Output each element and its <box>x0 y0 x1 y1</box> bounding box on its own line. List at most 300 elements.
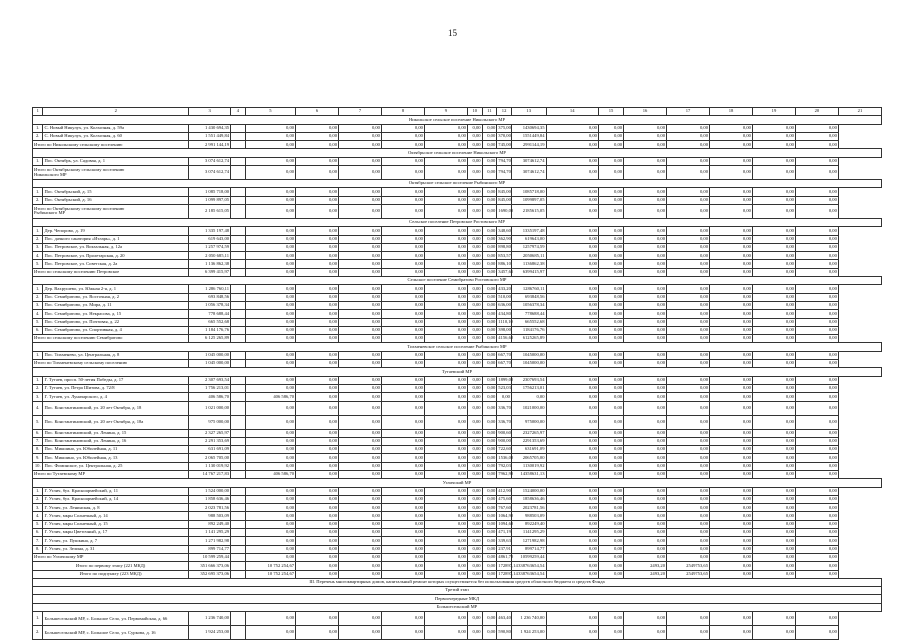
value-cell: 0,00 <box>752 124 795 132</box>
value-cell: 0,00 <box>624 243 667 251</box>
value-cell: 0,00 <box>245 495 295 503</box>
value-cell: 0,00 <box>546 132 598 140</box>
value-cell: 0,00 <box>482 512 497 520</box>
value-cell: 0,00 <box>245 504 295 512</box>
value-cell: 2 050 685,11 <box>189 252 231 260</box>
value-cell: 0,00 <box>546 326 598 334</box>
value-cell: 0,00 <box>598 227 623 235</box>
value-cell: 0,00 <box>752 520 795 528</box>
value-cell: 1756213,01 <box>511 384 546 392</box>
value-cell: 0,00 <box>467 293 482 301</box>
value-cell: 0,00 <box>710 487 753 495</box>
total-value: 0,00 <box>795 360 838 368</box>
value-cell: 0,00 <box>598 285 623 293</box>
value-cell: 0,00 <box>339 285 382 293</box>
value-cell: 0,00 <box>424 393 467 401</box>
value-cell: 0,00 <box>381 495 424 503</box>
total-value: 0,00 <box>546 570 598 578</box>
value-cell: 0,00 <box>710 626 753 640</box>
value-cell: 0,00 <box>296 487 339 495</box>
value-cell: 975 000,00 <box>189 415 231 429</box>
total-value: 0,00 <box>598 335 623 343</box>
value-cell: 0,00 <box>296 429 339 437</box>
value-cell: 0,00 <box>710 301 753 309</box>
total-row <box>33 360 882 368</box>
value-cell: 0,00 <box>339 487 382 495</box>
value-cell: 0,00 <box>546 188 598 196</box>
value-cell: 0,00 <box>624 124 667 132</box>
value-cell: 0,00 <box>424 437 467 445</box>
total-value: 0,00 <box>795 166 838 180</box>
row-number: 4. <box>33 310 43 318</box>
value-cell: 1 085 718,00 <box>189 188 231 196</box>
value-cell: 0,00 <box>624 512 667 520</box>
total-value: 0,00 <box>598 570 623 578</box>
total-value: 1690,00 <box>497 204 512 218</box>
value-cell: 0,00 <box>424 384 467 392</box>
table-row <box>33 504 882 512</box>
value-cell: 665552,68 <box>511 318 546 326</box>
value-cell: 0,00 <box>424 260 467 268</box>
value-cell: 1 099 897,05 <box>189 196 231 204</box>
value-cell: 0,00 <box>598 260 623 268</box>
value-cell <box>231 529 246 537</box>
value-cell: 0,00 <box>752 260 795 268</box>
value-cell: 0,00 <box>710 529 753 537</box>
value-cell: 0,00 <box>546 301 598 309</box>
value-cell: 0,00 <box>339 243 382 251</box>
value-cell: 0,00 <box>482 429 497 437</box>
value-cell: 0,00 <box>424 318 467 326</box>
value-cell: 0,00 <box>381 612 424 626</box>
value-cell: 0,00 <box>424 252 467 260</box>
value-cell: 0,00 <box>424 196 467 204</box>
address-cell: Г. Углич, мкрн Солнечный, д. 14 <box>43 512 189 520</box>
value-cell: 0,00 <box>546 626 598 640</box>
value-cell: 0,00 <box>795 504 838 512</box>
value-cell: 0,00 <box>296 293 339 301</box>
value-cell: 336,70 <box>497 415 512 429</box>
total-value: 338763654,54 <box>511 570 546 578</box>
value-cell: 0,00 <box>467 227 482 235</box>
table-row <box>33 235 882 243</box>
table-row <box>33 157 882 165</box>
value-cell: 0,00 <box>546 415 598 429</box>
row-number: 2. <box>33 293 43 301</box>
section-heading: Первоочередные МКД <box>33 595 882 603</box>
value-cell: 0,00 <box>546 157 598 165</box>
total-value: 0,00 <box>467 166 482 180</box>
value-cell: 0,00 <box>424 495 467 503</box>
value-cell: 0,00 <box>795 243 838 251</box>
value-cell: 0,00 <box>667 351 710 359</box>
value-cell: 0,00 <box>482 446 497 454</box>
value-cell: 0,00 <box>710 612 753 626</box>
table-row <box>33 415 882 429</box>
total-value: 351 666 373,06 <box>189 562 231 570</box>
total-value: 0,00 <box>482 553 497 561</box>
value-cell: 0,00 <box>424 537 467 545</box>
total-value: 0,00 <box>339 470 382 478</box>
total-label <box>33 335 189 343</box>
value-cell: 0,00 <box>296 454 339 462</box>
value-cell: 0,00 <box>245 545 295 553</box>
total-value: 0,00 <box>482 204 497 218</box>
value-cell: 0,00 <box>752 545 795 553</box>
value-cell: 0,00 <box>296 124 339 132</box>
value-cell: 0,00 <box>339 393 382 401</box>
value-cell <box>231 243 246 251</box>
value-cell: 898,80 <box>497 243 512 251</box>
value-cell: 0,00 <box>667 626 710 640</box>
value-cell: 0,00 <box>546 318 598 326</box>
value-cell: 0,00 <box>710 520 753 528</box>
address-cell: С. Новый Никулух, ул. Колхозная, д. 59а <box>43 124 189 132</box>
total-value: 6 399 415,97 <box>189 268 231 276</box>
value-cell: 0,00 <box>598 252 623 260</box>
value-cell: 0,00 <box>467 401 482 415</box>
value-cell: 0,00 <box>795 529 838 537</box>
value-cell: 0,00 <box>245 293 295 301</box>
value-cell: 0,00 <box>339 260 382 268</box>
row-number: 4. <box>33 401 43 415</box>
value-cell: 0,00 <box>710 227 753 235</box>
column-number: 4 <box>231 108 246 116</box>
value-cell: 2 307 693,54 <box>189 376 231 384</box>
value-cell: 0,00 <box>667 318 710 326</box>
value-cell: 0,00 <box>795 429 838 437</box>
value-cell: 0,00 <box>467 487 482 495</box>
value-cell <box>231 545 246 553</box>
value-cell: 0,00 <box>752 626 795 640</box>
total-value <box>231 360 246 368</box>
value-cell: 0,00 <box>598 462 623 470</box>
value-cell: 0,00 <box>752 429 795 437</box>
value-cell: 0,00 <box>598 318 623 326</box>
section-heading-row <box>33 368 882 376</box>
address-cell: Пос. дачного санатория «Итларь», д. 1 <box>43 235 189 243</box>
value-cell: 0,00 <box>795 157 838 165</box>
value-cell <box>231 326 246 334</box>
value-cell: 0,00 <box>381 415 424 429</box>
value-cell: 0,00 <box>624 415 667 429</box>
value-cell: 370,00 <box>497 132 512 140</box>
value-cell: 0,00 <box>598 415 623 429</box>
address-cell: Пос. Петровское, ул. Пролетарская, д. 20 <box>43 252 189 260</box>
total-value: 4156,60 <box>497 335 512 343</box>
row-number: 8. <box>33 545 43 553</box>
value-cell: 0,00 <box>296 260 339 268</box>
column-number: 16 <box>624 108 667 116</box>
value-cell: 433,20 <box>497 285 512 293</box>
total-value: 0,00 <box>424 204 467 218</box>
total-value: 0,00 <box>381 360 424 368</box>
total-value: 0,00 <box>710 335 753 343</box>
total-value: 0,00 <box>482 562 497 570</box>
value-cell: 0,00 <box>245 384 295 392</box>
value-cell: 0,00 <box>795 462 838 470</box>
value-cell: 0,00 <box>381 243 424 251</box>
value-cell: 336,70 <box>497 401 512 415</box>
value-cell: 0,00 <box>795 487 838 495</box>
total-value: 0,00 <box>467 553 482 561</box>
total-value: 0,00 <box>424 570 467 578</box>
value-cell: 0,00 <box>339 512 382 520</box>
value-cell: 0,00 <box>795 301 838 309</box>
total-value: 0,00 <box>795 204 838 218</box>
total-value: 0,00 <box>381 470 424 478</box>
value-cell: 0,00 <box>598 487 623 495</box>
value-cell: 0,00 <box>296 227 339 235</box>
value-cell: 510,00 <box>497 293 512 301</box>
value-cell: 1551449,84 <box>511 132 546 140</box>
value-cell <box>231 310 246 318</box>
value-cell: 0,00 <box>752 326 795 334</box>
table-row <box>33 454 882 462</box>
value-cell: 0,00 <box>624 487 667 495</box>
total-value: 0,00 <box>424 360 467 368</box>
total-value <box>231 562 246 570</box>
value-cell <box>231 429 246 437</box>
value-cell: 0,00 <box>667 384 710 392</box>
value-cell: 0,00 <box>296 235 339 243</box>
total-value: 0,00 <box>546 470 598 478</box>
value-cell: 0,00 <box>795 495 838 503</box>
total-value: 0,00 <box>624 166 667 180</box>
row-number: 6. <box>33 529 43 537</box>
value-cell: 0,00 <box>467 384 482 392</box>
total-value: 6399415,97 <box>511 268 546 276</box>
value-cell: 0,00 <box>752 376 795 384</box>
table-row <box>33 401 882 415</box>
value-cell: 1094,60 <box>497 520 512 528</box>
value-cell: 0,00 <box>598 243 623 251</box>
value-cell: 0,00 <box>339 429 382 437</box>
total-value: 0,00 <box>598 268 623 276</box>
value-cell: 0,00 <box>482 401 497 415</box>
value-cell: 1 141 295,29 <box>189 529 231 537</box>
value-cell: 0,00 <box>339 437 382 445</box>
total-value: 10 752 254,67 <box>245 562 295 570</box>
value-cell: 988503,09 <box>511 512 546 520</box>
value-cell: 0,00 <box>296 545 339 553</box>
value-cell: 0,00 <box>598 612 623 626</box>
address-cell: Пос. Константиновский, ул. 20 лет Октября, д. 18 <box>43 401 189 415</box>
value-cell: 0,00 <box>296 504 339 512</box>
row-number: 5. <box>33 415 43 429</box>
value-cell: 0,00 <box>752 157 795 165</box>
value-cell: 0,00 <box>245 401 295 415</box>
total-value <box>231 141 246 149</box>
table-row <box>33 429 882 437</box>
total-value: 338763654,54 <box>511 562 546 570</box>
total-value: 14 767 217,83 <box>189 470 231 478</box>
total-value: 0,00 <box>624 553 667 561</box>
total-value: 0,00 <box>710 360 753 368</box>
value-cell: 0,00 <box>339 504 382 512</box>
total-value: 0,00 <box>710 141 753 149</box>
value-cell: 0,00 <box>482 495 497 503</box>
value-cell: 1 236 740,00 <box>511 612 546 626</box>
total-value: 0,00 <box>482 470 497 478</box>
total-value: 0,00 <box>598 166 623 180</box>
total-label <box>33 141 189 149</box>
value-cell: 0,00 <box>546 401 598 415</box>
value-cell: 0,00 <box>795 132 838 140</box>
value-cell: 0,00 <box>710 454 753 462</box>
value-cell: 0,00 <box>339 520 382 528</box>
total-value: 0,00 <box>710 570 753 578</box>
address-cell: Пос. Октябрьский, д. 15 <box>43 188 189 196</box>
address-cell: Большесельский МР, с. Большое Село, ул. Первомайская, д. 66 <box>43 612 189 626</box>
value-cell: 2 291 353,69 <box>189 437 231 445</box>
value-cell: 722,60 <box>497 446 512 454</box>
total-value: 0,00 <box>710 470 753 478</box>
value-cell: 0,00 <box>424 351 467 359</box>
value-cell: 0,00 <box>667 260 710 268</box>
total-value <box>231 553 246 561</box>
value-cell: 0,00 <box>667 504 710 512</box>
value-cell: 1 286 760,11 <box>189 285 231 293</box>
table-row <box>33 243 882 251</box>
total-value: 0,00 <box>245 335 295 343</box>
total-value: 0,00 <box>752 553 795 561</box>
value-cell: 853,57 <box>497 252 512 260</box>
value-cell: 0,00 <box>467 196 482 204</box>
value-cell: 412,90 <box>497 487 512 495</box>
value-cell: 0,00 <box>710 285 753 293</box>
value-cell: 2291353,69 <box>511 437 546 445</box>
value-cell: 0,00 <box>598 326 623 334</box>
value-cell: 0,00 <box>296 612 339 626</box>
value-cell: 0,00 <box>245 512 295 520</box>
value-cell: 1 335 197,48 <box>189 227 231 235</box>
value-cell: 767,60 <box>497 504 512 512</box>
value-cell: 0,00 <box>339 529 382 537</box>
value-cell: 0,00 <box>546 376 598 384</box>
table-row <box>33 252 882 260</box>
value-cell <box>231 157 246 165</box>
value-cell: 631691,09 <box>511 446 546 454</box>
value-cell: 0,00 <box>482 310 497 318</box>
value-cell: 0,00 <box>424 626 467 640</box>
value-cell: 0,00 <box>546 235 598 243</box>
value-cell: 471,19 <box>497 529 512 537</box>
value-cell: 1 184 176,76 <box>189 326 231 334</box>
row-number: 2. <box>33 235 43 243</box>
total-value: 0,00 <box>752 204 795 218</box>
value-cell: 0,00 <box>381 487 424 495</box>
value-cell: 1 924 253,00 <box>511 626 546 640</box>
table-row <box>33 626 882 640</box>
value-cell: 778 688,44 <box>189 310 231 318</box>
total-label-text: Итого по сельскому поселению Семибратово <box>34 335 123 341</box>
value-cell: 2 065 705,00 <box>189 454 231 462</box>
row-number: 2. <box>33 132 43 140</box>
value-cell: 0,00 <box>624 318 667 326</box>
value-cell: 0,00 <box>245 454 295 462</box>
value-cell: 0,00 <box>424 310 467 318</box>
value-cell: 0,00 <box>710 196 753 204</box>
value-cell: 0,00 <box>624 429 667 437</box>
value-cell: 0,00 <box>467 454 482 462</box>
value-cell: 0,00 <box>424 487 467 495</box>
value-cell: 899 714,77 <box>189 545 231 553</box>
value-cell: 0,00 <box>381 537 424 545</box>
value-cell: 2023781,56 <box>511 504 546 512</box>
column-number: 13 <box>511 108 546 116</box>
total-value: 0,00 <box>795 470 838 478</box>
value-cell: 0,00 <box>467 512 482 520</box>
total-value: 6 125 265,89 <box>189 335 231 343</box>
table-row <box>33 487 882 495</box>
column-number: 17 <box>667 108 710 116</box>
value-cell: 0,00 <box>467 188 482 196</box>
total-value: 0,00 <box>296 204 339 218</box>
value-cell: 0,00 <box>546 612 598 626</box>
address-cell: Пос. Октябрь, ул. Садовая, д. 1 <box>43 157 189 165</box>
table-row <box>33 260 882 268</box>
value-cell: 0,00 <box>624 301 667 309</box>
value-cell: 0,00 <box>624 393 667 401</box>
value-cell <box>231 252 246 260</box>
value-cell: 0,00 <box>482 243 497 251</box>
value-cell: 0,00 <box>296 384 339 392</box>
row-number: 2. <box>33 495 43 503</box>
value-cell: 0,00 <box>467 437 482 445</box>
address-cell: Г. Тутаев, ул. Луначарского, д. 4 <box>43 393 189 401</box>
value-cell: 1110,10 <box>497 318 512 326</box>
value-cell: 0,00 <box>381 393 424 401</box>
value-cell: 1085718,00 <box>511 188 546 196</box>
total-value: 0,00 <box>381 268 424 276</box>
total-value: 0,00 <box>424 141 467 149</box>
value-cell: 0,00 <box>624 293 667 301</box>
column-number: 15 <box>598 108 623 116</box>
value-cell: 0,00 <box>795 326 838 334</box>
value-cell: 0,00 <box>467 252 482 260</box>
value-cell: 339,63 <box>497 537 512 545</box>
total-row <box>33 570 882 578</box>
value-cell: 0,00 <box>667 326 710 334</box>
value-cell: 3074612,74 <box>511 157 546 165</box>
total-value: 0,00 <box>296 360 339 368</box>
value-cell: 0,00 <box>296 512 339 520</box>
value-cell <box>231 462 246 470</box>
value-cell <box>231 376 246 384</box>
table-row <box>33 301 882 309</box>
total-value: 4861,70 <box>497 553 512 561</box>
value-cell: 0,00 <box>296 326 339 334</box>
value-cell: 0,00 <box>667 376 710 384</box>
total-value: 794,70 <box>497 166 512 180</box>
value-cell: 0,00 <box>381 124 424 132</box>
value-cell: 0,00 <box>546 545 598 553</box>
value-cell: 0,00 <box>624 376 667 384</box>
column-number: 3 <box>189 108 231 116</box>
value-cell: 0,00 <box>467 504 482 512</box>
value-cell: 0,00 <box>795 626 838 640</box>
value-cell: 0,00 <box>424 157 467 165</box>
value-cell: 0,00 <box>667 301 710 309</box>
value-cell: 899714,77 <box>511 545 546 553</box>
address-cell: Г. Углич, бул. Красноармейский, д. 14 <box>43 495 189 503</box>
value-cell: 0,00 <box>296 157 339 165</box>
value-cell: 1524000,00 <box>511 487 546 495</box>
value-cell: 1 858 636,46 <box>189 495 231 503</box>
total-value <box>231 335 246 343</box>
value-cell: 0,00 <box>339 376 382 384</box>
